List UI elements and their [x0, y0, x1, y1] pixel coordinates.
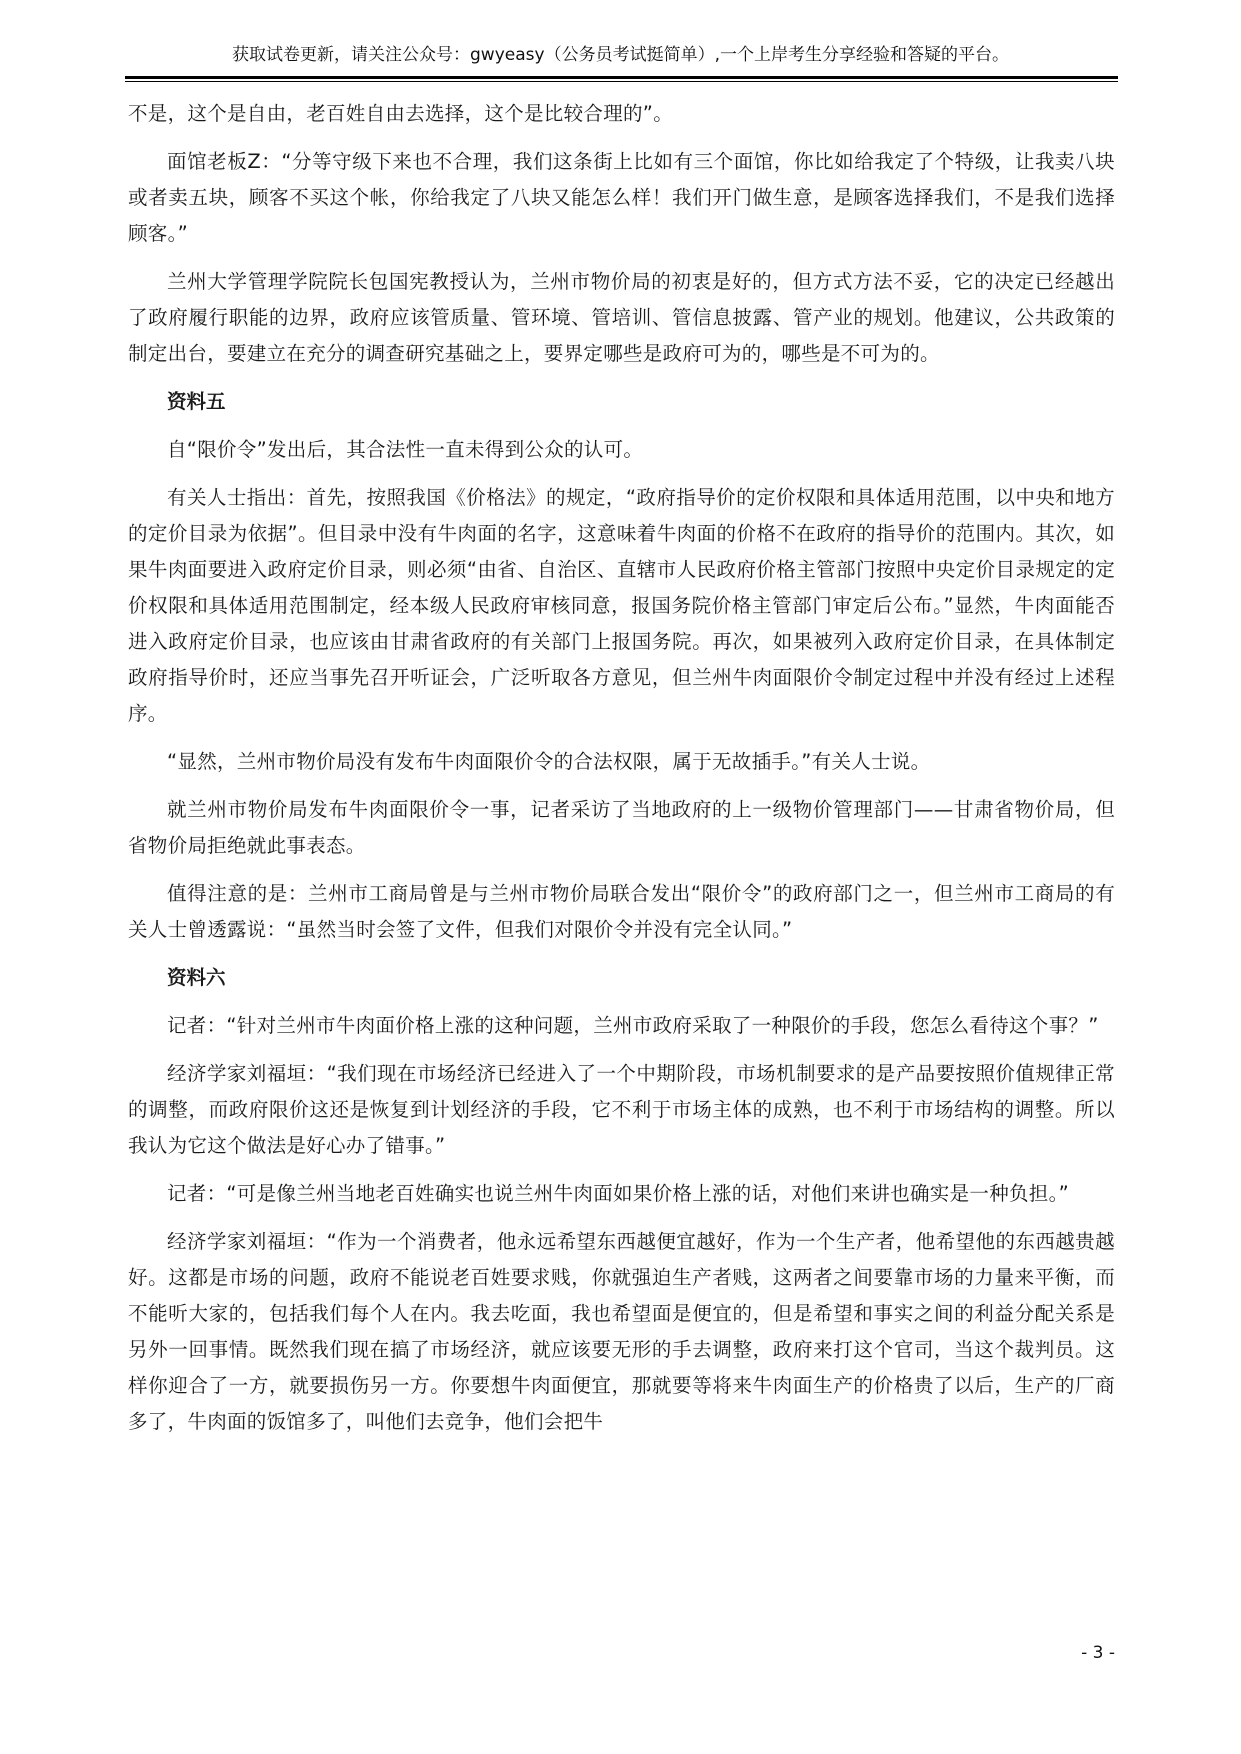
page-header: 获取试卷更新，请关注公众号：gwyeasy（公务员考试挺简单）,一个上岸考生分享经验和答疑的平台。	[232, 45, 1009, 65]
paragraph: 不是，这个是自由，老百姓自由去选择，这个是比较合理的”。	[128, 102, 674, 125]
paragraph: 有关人士指出：首先，按照我国《价格法》的规定，“政府指导价的定价权限和具体适用范围，以中央和地方的定价目录为依据”。但目录中没有牛肉面的名字，这意味着牛肉面的价格不在政府的指导价的范围内。其次，如果牛肉面要进入政府定价目录，则必须“由省、自治区、直辖市人民政府价格主管部门按照中央定价目录规定的定价权限和具体适用范围制定，经本级人民政府审核同意，报国务院价格主管部门审定后公布。”显然，牛肉面能否进入政府定价目录，也应该由甘肃省政府的有关部门上报国务院。再次，如果被列入政府定价目录，在具体制定政府指导价时，还应当事先召开听证会，广泛听取各方意见，但兰州牛肉面限价令制定过程中并没有经过上述程序。	[128, 486, 1115, 725]
paragraph: 值得注意的是：兰州市工商局曾是与兰州市物价局联合发出“限价令”的政府部门之一，但兰州市工商局的有关人士曾透露说：“虽然当时会签了文件，但我们对限价令并没有完全认同。”	[128, 882, 1115, 941]
paragraph: 记者：“可是像兰州当地老百姓确实也说兰州牛肉面如果价格上涨的话，对他们来讲也确实是一种负担。”	[167, 1182, 1070, 1205]
header-rule-thin	[125, 81, 1118, 82]
section-heading: 资料六	[167, 966, 226, 989]
paragraph: 兰州大学管理学院院长包国宪教授认为，兰州市物价局的初衷是好的，但方式方法不妥，它的决定已经越出了政府履行职能的边界，政府应该管质量、管环境、管培训、管信息披露、管产业的规划。他建议，公共政策的制定出台，要建立在充分的调查研究基础之上，要界定哪些是政府可为的，哪些是不可为的。	[128, 270, 1115, 365]
paragraph: 经济学家刘福垣：“作为一个消费者，他永远希望东西越便宜越好，作为一个生产者，他希望他的东西越贵越好。这都是市场的问题，政府不能说老百姓要求贱，你就强迫生产者贱，这两者之间要靠市场的力量来平衡，而不能听大家的，包括我们每个人在内。我去吃面，我也希望面是便宜的，但是希望和事实之间的利益分配关系是另外一回事情。既然我们现在搞了市场经济，就应该要无形的手去调整，政府来打这个官司，当这个裁判员。这样你迎合了一方，就要损伤另一方。你要想牛肉面便宜，那就要等将来牛肉面生产的价格贵了以后，生产的厂商多了，牛肉面的饭馆多了，叫他们去竞争，他们会把牛	[128, 1230, 1115, 1433]
paragraph: 经济学家刘福垣：“我们现在市场经济已经进入了一个中期阶段，市场机制要求的是产品要按照价值规律正常的调整，而政府限价这还是恢复到计划经济的手段，它不利于市场主体的成熟，也不利于市场结构的调整。所以我认为它这个做法是好心办了错事。”	[128, 1062, 1115, 1157]
paragraph: 面馆老板Z：“分等守级下来也不合理，我们这条街上比如有三个面馆，你比如给我定了个特级，让我卖八块或者卖五块，顾客不买这个帐，你给我定了八块又能怎么样！我们开门做生意，是顾客选择我们，不是我们选择顾客。”	[128, 150, 1115, 245]
header-rule-thick	[125, 76, 1118, 79]
paragraph: 就兰州市物价局发布牛肉面限价令一事，记者采访了当地政府的上一级物价管理部门——甘肃省物价局，但省物价局拒绝就此事表态。	[128, 798, 1115, 857]
document-body	[128, 96, 1115, 1452]
section-heading: 资料五	[167, 390, 226, 413]
paragraph: “显然，兰州市物价局没有发布牛肉面限价令的合法权限，属于无故插手。”有关人士说。	[167, 750, 931, 773]
paragraph: 自“限价令”发出后，其合法性一直未得到公众的认可。	[167, 438, 644, 461]
paragraph: 记者：“针对兰州市牛肉面价格上涨的这种问题，兰州市政府采取了一种限价的手段，您怎么看待这个事？”	[167, 1014, 1099, 1037]
page-number: - 3 -	[1081, 1643, 1115, 1663]
